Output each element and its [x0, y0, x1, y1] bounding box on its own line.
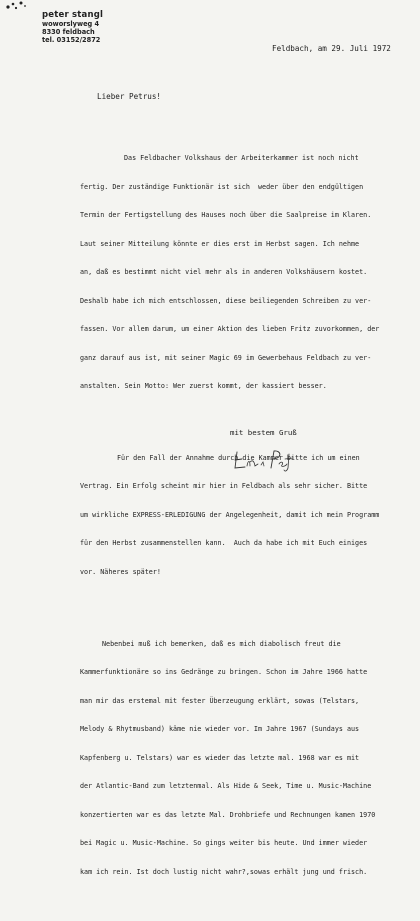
text-line: bei Magic u. Music-Machine. So gings weiter bis heute. Und immer wieder	[80, 839, 368, 848]
letterhead	[42, 10, 103, 45]
text-line: ganz darauf aus ist, mit seiner Magic 69 im Gewerbehaus Feldbach zu ver-	[80, 353, 372, 362]
text-line: für den Herbst zusammenstellen kann. Auch da habe ich mit Euch einiges	[80, 539, 368, 548]
text-line: Das Feldbacher Volkshaus der Arbeiterkammer ist noch nicht	[124, 154, 359, 162]
text-line: Für den Fall der Annahme durch die Kammer bitte ich um einen	[117, 453, 360, 462]
text-line: Melody & Rhytmusband) käme nie wieder vor. Im Jahre 1967 (Sundays aus	[80, 725, 360, 734]
text-line: der Atlantic-Band zum letztenmal. Als Hide & Seek, Time u. Music-Machine	[80, 782, 372, 791]
text-line: an, daß es bestimmt nicht viel mehr als in anderen Volkshäusern kostet.	[80, 268, 368, 276]
text-line: Laut seiner Mitteilung könnte er dies erst im Herbst sagen. Ich nehme	[80, 239, 360, 248]
sender-phone: tel. 03152/2872	[42, 36, 101, 45]
closing-line: mit bestem Gruß	[230, 428, 297, 437]
sender-street: woworslyweg 4	[42, 20, 100, 28]
letter-body	[80, 116, 415, 921]
sender-city: 8330 feldbach	[42, 28, 95, 37]
sender-name: peter stangl	[42, 10, 104, 20]
text-line: Nebenbei muß ich bemerken, daß es mich diabolisch freut die	[102, 639, 341, 648]
text-line: fassen. Vor allem darum, um einer Aktion des lieben Fritz zuvorkommen, der	[80, 325, 380, 333]
text-line: Kapfenberg u. Telstars) war es wieder das letzte mal. 1968 war es mit	[80, 753, 360, 762]
text-line: Vertrag. Ein Erfolg scheint mir hier in Feldbach als sehr sicher. Bitte	[80, 482, 368, 491]
handwritten-signature	[229, 446, 309, 476]
text-line: vor. Näheres später!	[80, 567, 161, 576]
text-line: Kammerfunktionäre so ins Gedränge zu bringen. Schon im Jahre 1966 hatte	[80, 668, 368, 677]
text-line: fertig. Der zuständige Funktionär ist sich weder über den endgültigen	[80, 182, 364, 191]
text-line: anstalten. Sein Motto: Wer zuerst kommt, der kassiert besser.	[80, 382, 327, 390]
paragraph	[80, 135, 415, 411]
paragraph	[80, 621, 415, 897]
text-line: kam ich rein. Ist doch lustig nicht wahr?,sowas erhält jung und frisch.	[80, 867, 368, 876]
text-line: Termin der Fertigstellung des Hauses noch über die Saalpreise im Klaren.	[80, 211, 372, 219]
date-line: Feldbach, am 29. Juli 1972	[272, 44, 391, 53]
text-line: konzertierten war es das letzte Mal. Drohbriefe und Rechnungen kamen 1970	[80, 810, 376, 819]
text-line: Deshalb habe ich mich entschlossen, diese beiliegenden Schreiben zu ver-	[80, 296, 372, 305]
text-line: um wirkliche EXPRESS-ERLEDIGUNG der Angelegenheit, damit ich mein Programm	[80, 510, 380, 519]
text-line: man mir das erstemal mit fester Überzeugung erklärt, sowas (Telstars,	[80, 696, 360, 705]
decorative-dots-mark	[4, 0, 44, 12]
salutation: Lieber Petrus!	[97, 92, 162, 101]
